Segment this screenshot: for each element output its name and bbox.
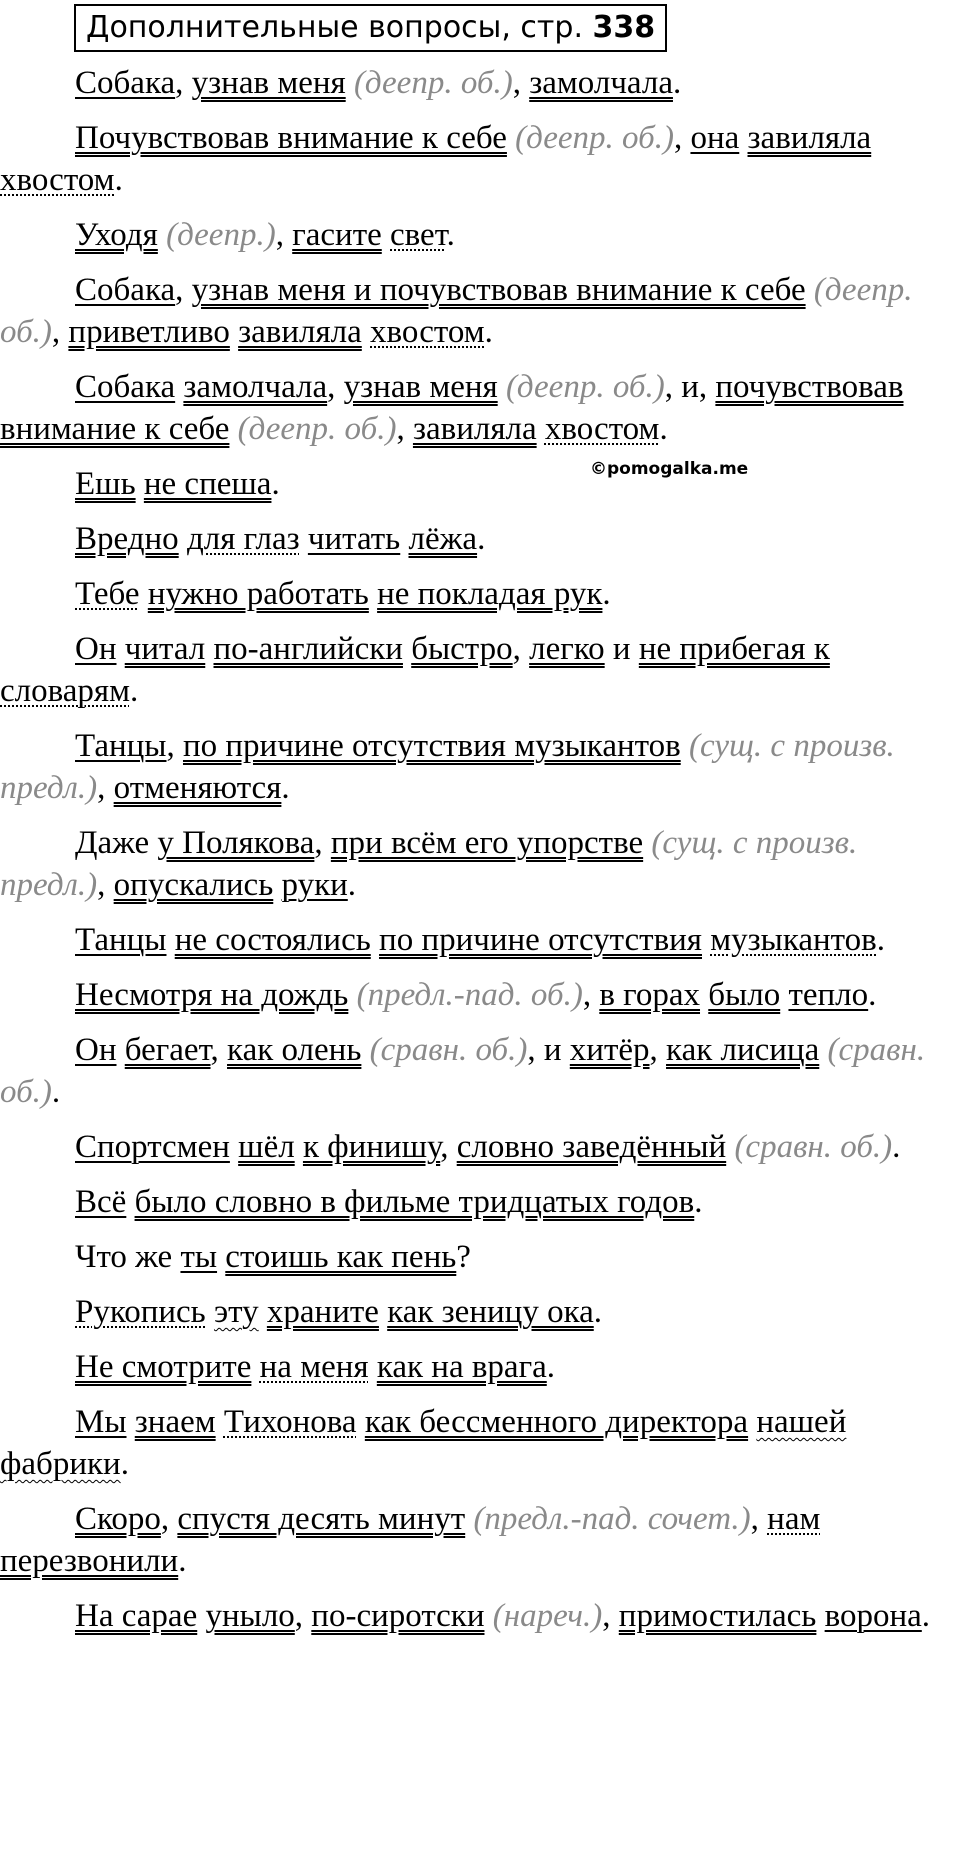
explanation: (сущ. с произв. предл.) [0, 728, 895, 806]
subject: Мы [75, 1404, 127, 1440]
plain-text: . [281, 770, 290, 806]
predicate: храните [266, 1294, 379, 1330]
plain-text [158, 217, 166, 253]
sentence [0, 1291, 960, 1333]
plain-text [702, 922, 710, 958]
explanation: (нареч.) [492, 1598, 603, 1634]
plain-text: . [120, 1446, 129, 1482]
predicate: не прибегая к [638, 631, 830, 667]
sentence [0, 463, 960, 505]
predicate: по-сиротски [311, 1598, 485, 1634]
object: свет [390, 217, 447, 253]
predicate: спустя десять минут [177, 1501, 466, 1537]
plain-text: , [582, 977, 600, 1013]
subject: тепло [788, 977, 869, 1013]
plain-text: , [275, 217, 293, 253]
predicate: уныло [205, 1598, 295, 1634]
subject: Спортсмен [75, 1129, 230, 1165]
predicate: завиляла [747, 120, 872, 156]
plain-text [117, 1032, 125, 1068]
watermark: ©pomogalka.me [590, 459, 749, 479]
plain-text [230, 314, 238, 350]
sentence [0, 725, 960, 809]
object: для глаз [186, 521, 300, 557]
plain-text [382, 217, 390, 253]
predicate: при всём его упорстве [330, 825, 644, 861]
plain-text [127, 1404, 135, 1440]
sentence [0, 919, 960, 961]
predicate: знаем [134, 1404, 216, 1440]
plain-text: , [396, 411, 413, 447]
plain-text [819, 1032, 827, 1068]
plain-text [117, 631, 125, 667]
predicate: узнав меня и почувствовав внимание к себе [191, 272, 806, 308]
sentence [0, 1401, 960, 1485]
predicate: На сарае [75, 1598, 198, 1634]
explanation: (деепр.) [166, 217, 276, 253]
plain-text [205, 631, 213, 667]
sentence [0, 822, 960, 906]
plain-text: . [868, 977, 877, 1013]
sentence [0, 1236, 960, 1278]
subject: Танцы [75, 728, 167, 764]
explanation: (сравн. об.) [734, 1129, 893, 1165]
predicate: как бессменного директора [364, 1404, 749, 1440]
predicate: не спеша [143, 466, 272, 502]
object: словарям [0, 673, 130, 709]
sentence [0, 1029, 960, 1113]
plain-text [216, 1404, 224, 1440]
object: хвостом [544, 411, 660, 447]
plain-text [739, 120, 747, 156]
predicate: по причине отсутствия музыкантов [182, 728, 681, 764]
plain-text: , [602, 1598, 619, 1634]
predicate: было [708, 977, 781, 1013]
object: Тихонова [223, 1404, 357, 1440]
plain-text [179, 521, 187, 557]
subject: Собака [75, 369, 176, 405]
plain-text [357, 1404, 365, 1440]
object: Тебе [75, 576, 140, 612]
predicate: в горах [599, 977, 701, 1013]
predicate: быстро [411, 631, 513, 667]
predicate: стоишь как пень [225, 1239, 457, 1275]
plain-text: , [440, 1129, 457, 1165]
explanation: (предл.-пад. об.) [356, 977, 583, 1013]
plain-text: ? [456, 1239, 471, 1275]
plain-text [484, 1598, 492, 1634]
plain-text: . [51, 1074, 61, 1110]
plain-text: , [166, 728, 183, 764]
plain-text: , [314, 825, 331, 861]
plain-text: Даже [75, 825, 158, 861]
plain-text [403, 631, 411, 667]
explanation: (деепр. об.) [353, 65, 513, 101]
sentence [0, 628, 960, 712]
predicate: узнав меня [191, 65, 346, 101]
predicate: нужно работать [147, 576, 369, 612]
plain-text: . [876, 922, 885, 958]
predicate: перезвонили [0, 1543, 179, 1579]
exercise-text [0, 62, 960, 1650]
plain-text [681, 728, 689, 764]
predicate: Скоро [75, 1501, 161, 1537]
plain-text [348, 977, 356, 1013]
plain-text [400, 521, 408, 557]
plain-text: , [175, 272, 192, 308]
plain-text [346, 65, 354, 101]
object: на меня [259, 1349, 369, 1385]
plain-text [251, 1349, 259, 1385]
subject: Танцы [75, 922, 167, 958]
plain-text: . [546, 1349, 556, 1385]
predicate: не состоялись [174, 922, 371, 958]
predicate: гасите [292, 217, 382, 253]
predicate: почувствовав внимание к себе [0, 369, 904, 447]
plain-text: , [512, 631, 530, 667]
sentence [0, 573, 960, 615]
predicate: к финишу [302, 1129, 441, 1165]
explanation: (предл.-пад. сочет.) [473, 1501, 751, 1537]
attribute: нашей фабрики [0, 1404, 847, 1482]
predicate: Уходя [75, 217, 158, 253]
plain-text: , [175, 65, 192, 101]
object: хвостом [370, 314, 485, 350]
explanation: (деепр. об.) [515, 120, 674, 156]
plain-text: , [327, 369, 344, 405]
predicate: у Полякова [157, 825, 315, 861]
predicate: по причине отсутствия [379, 922, 702, 958]
predicate: шёл [238, 1129, 295, 1165]
page-number: 338 [592, 10, 656, 45]
plain-text: , [673, 120, 691, 156]
predicate: Ешь [75, 466, 136, 502]
predicate: Вредно [75, 521, 179, 557]
plain-text [507, 120, 515, 156]
predicate: приветливо [68, 314, 230, 350]
predicate: не покладая рук [377, 576, 603, 612]
predicate: узнав меня [343, 369, 498, 405]
subject: Собака [75, 65, 176, 101]
plain-text [362, 314, 370, 350]
object: хвостом [0, 162, 115, 198]
predicate: Несмотря на дождь [75, 977, 349, 1013]
plain-text [498, 369, 506, 405]
plain-text: , [294, 1598, 312, 1634]
plain-text [259, 1294, 267, 1330]
plain-text: , [160, 1501, 178, 1537]
plain-text: , и, [664, 369, 716, 405]
subject: читать [307, 521, 401, 557]
plain-text [273, 867, 281, 903]
predicate: примостилась [618, 1598, 817, 1634]
predicate: легко [529, 631, 605, 667]
explanation: (деепр. об.) [505, 369, 665, 405]
plain-text [295, 1129, 303, 1165]
plain-text: . [602, 576, 611, 612]
explanation: (деепр. об.) [0, 272, 913, 350]
object: нам [767, 1501, 821, 1537]
predicate: Не смотрите [75, 1349, 252, 1385]
object: Рукопись [75, 1294, 206, 1330]
plain-text: , [210, 1032, 228, 1068]
attribute: эту [213, 1294, 259, 1330]
sentence [0, 1595, 960, 1637]
predicate: завиляла [412, 411, 537, 447]
plain-text: . [446, 217, 455, 253]
plain-text [379, 1294, 387, 1330]
predicate: лёжа [408, 521, 478, 557]
predicate: как зеницу ока [387, 1294, 594, 1330]
subject: Собака [75, 272, 176, 308]
page-title-text: Дополнительные вопросы, стр. [86, 10, 593, 45]
sentence [0, 974, 960, 1016]
predicate: хитёр [569, 1032, 650, 1068]
sentence [0, 117, 960, 201]
plain-text: , [750, 1501, 768, 1537]
predicate: завиляла [238, 314, 362, 350]
plain-text: , [97, 867, 114, 903]
sentence [0, 62, 960, 104]
plain-text: и [604, 631, 639, 667]
sentence [0, 1498, 960, 1582]
sentence [0, 518, 960, 560]
page-title [74, 4, 667, 52]
explanation: (сущ. с произв. предл.) [0, 825, 858, 903]
subject: руки [281, 867, 348, 903]
plain-text [126, 1184, 134, 1220]
plain-text: . [672, 65, 682, 101]
subject: ты [180, 1239, 218, 1275]
plain-text [206, 1294, 214, 1330]
plain-text: Что же [75, 1239, 181, 1275]
predicate: как лисица [666, 1032, 820, 1068]
plain-text [136, 466, 144, 502]
plain-text [166, 922, 174, 958]
predicate: по-английски [213, 631, 403, 667]
plain-text: , и [527, 1032, 570, 1068]
plain-text: . [347, 867, 357, 903]
explanation: (сравн. об.) [369, 1032, 528, 1068]
sentence [0, 214, 960, 256]
plain-text: . [271, 466, 280, 502]
plain-text: . [694, 1184, 703, 1220]
predicate: замолчала [529, 65, 673, 101]
subject: Всё [75, 1184, 127, 1220]
predicate: замолчала [183, 369, 328, 405]
plain-text: , [649, 1032, 667, 1068]
predicate: Почувствовав внимание к себе [75, 120, 507, 156]
plain-text [369, 1349, 377, 1385]
plain-text [369, 576, 377, 612]
plain-text [361, 1032, 369, 1068]
sentence [0, 366, 960, 450]
plain-text: . [178, 1543, 187, 1579]
plain-text: . [593, 1294, 602, 1330]
predicate: отменяются [113, 770, 282, 806]
sentence [0, 1346, 960, 1388]
plain-text: , [51, 314, 69, 350]
predicate: как на врага [376, 1349, 547, 1385]
plain-text [371, 922, 379, 958]
plain-text [816, 1598, 824, 1634]
sentence [0, 1181, 960, 1223]
plain-text: . [114, 162, 123, 198]
plain-text: . [129, 673, 139, 709]
plain-text: . [921, 1598, 931, 1634]
plain-text [300, 521, 308, 557]
predicate: было словно в фильме тридцатых годов [134, 1184, 695, 1220]
subject: Он [75, 631, 117, 667]
plain-text: . [659, 411, 668, 447]
plain-text: , [512, 65, 530, 101]
plain-text [140, 576, 148, 612]
predicate: как олень [227, 1032, 362, 1068]
plain-text [230, 1129, 238, 1165]
sentence [0, 1126, 960, 1168]
plain-text: . [484, 314, 493, 350]
predicate: опускались [113, 867, 274, 903]
explanation: (деепр. об.) [237, 411, 397, 447]
predicate: бегает [124, 1032, 211, 1068]
predicate: словно заведённый [456, 1129, 727, 1165]
plain-text: . [477, 521, 486, 557]
explanation: (сравн. об.) [0, 1032, 926, 1110]
sentence [0, 269, 960, 353]
plain-text: . [892, 1129, 901, 1165]
plain-text [806, 272, 814, 308]
predicate: читал [124, 631, 206, 667]
plain-text: , [97, 770, 114, 806]
plain-text [537, 411, 545, 447]
subject: Он [75, 1032, 117, 1068]
object: музыкантов [710, 922, 877, 958]
subject: ворона [824, 1598, 922, 1634]
subject: она [690, 120, 740, 156]
plain-text [229, 411, 237, 447]
